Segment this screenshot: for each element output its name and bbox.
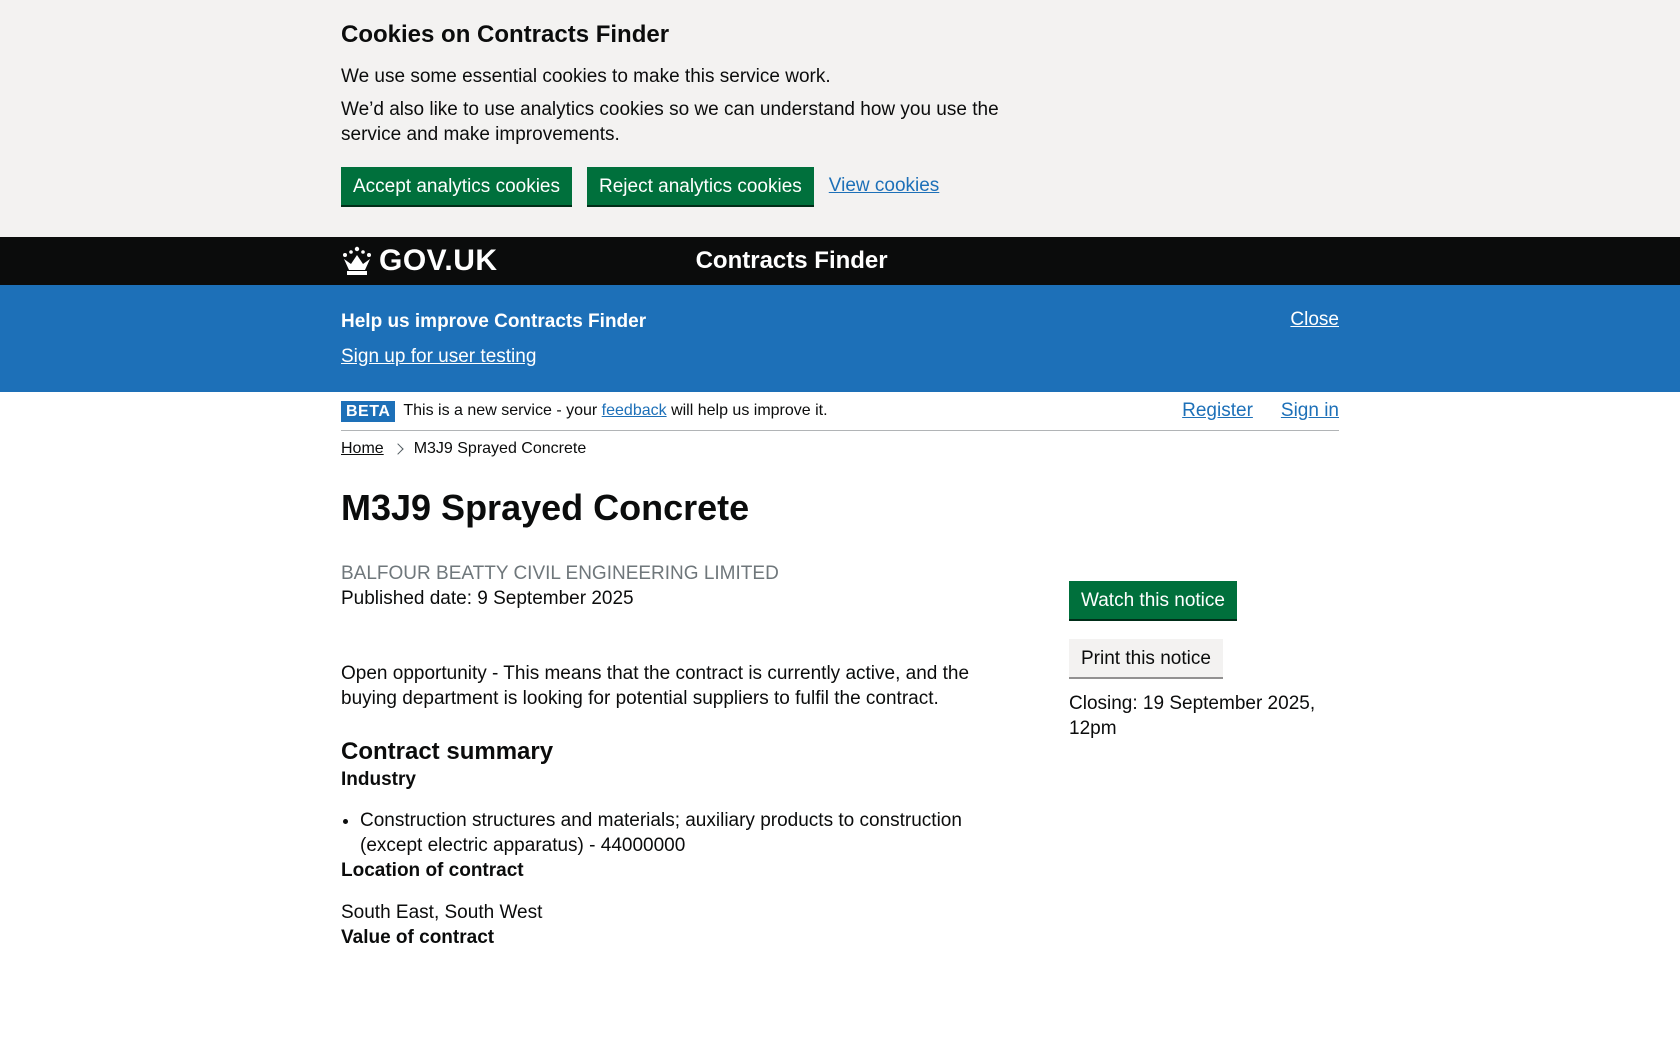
location-heading: Location of contract [341,860,524,881]
closing-date: Closing: 19 September 2025, 12pm [1069,693,1316,739]
help-banner-close-link[interactable]: Close [1290,309,1339,330]
phase-text [403,402,827,420]
notice-status: Open opportunity - This means that the contract is currently active, and the buying department is looking for potential suppliers to fulfil the contract. [341,663,970,709]
page-title: M3J9 Sprayed Concrete [341,487,750,528]
user-testing-link[interactable]: Sign up for user testing [341,346,537,367]
beta-tag: BETA [341,401,395,422]
sign-in-link[interactable]: Sign in [1280,400,1339,421]
cookie-banner [0,0,1680,237]
value-heading: Value of contract [341,927,495,948]
watch-notice-button[interactable]: Watch this notice [1069,581,1237,619]
account-links [1182,400,1339,422]
cookie-actions [341,167,1339,205]
logo-text: GOV.UK [379,244,498,277]
notice-main-content [341,561,1021,950]
industry-item: • Construction structures and materials; auxiliary products to construction (except electric apparatus) - 44000000 [360,808,1021,858]
cookie-banner-line-1: We use some essential cookies to make this service work. [341,66,831,87]
crown-icon [341,246,373,276]
breadcrumb [341,440,1339,458]
print-notice-button[interactable]: Print this notice [1069,639,1223,677]
govuk-logo[interactable] [341,244,498,278]
site-header [0,237,1680,285]
organisation-name: BALFOUR BEATTY CIVIL ENGINEERING LIMITED [341,563,779,584]
published-date: Published date: 9 September 2025 [341,588,634,609]
feedback-link[interactable]: feedback [601,402,667,419]
service-name-link[interactable]: Contracts Finder [695,247,888,274]
view-cookies-link[interactable]: View cookies [828,175,940,196]
notice-sidebar [1069,561,1339,950]
phase-text-after: will help us improve it. [671,402,828,419]
phase-text-before: This is a new service - your [403,402,598,419]
industry-heading: Industry [341,769,416,790]
breadcrumb-current: M3J9 Sprayed Concrete [413,440,587,457]
cookie-banner-title: Cookies on Contracts Finder [341,21,670,48]
help-banner-title: Help us improve Contracts Finder [341,311,647,332]
register-link[interactable]: Register [1182,400,1253,421]
reject-cookies-button[interactable]: Reject analytics cookies [587,167,814,205]
phase-banner [341,392,1339,431]
breadcrumb-home-link[interactable]: Home [341,440,384,457]
contract-summary-heading: Contract summary [341,738,554,765]
location-value: South East, South West [341,902,543,923]
accept-cookies-button[interactable]: Accept analytics cookies [341,167,572,205]
chevron-right-icon [392,443,403,454]
industry-list [341,808,1021,858]
help-banner [0,285,1680,392]
cookie-banner-line-2: We’d also like to use analytics cookies so we can understand how you use the service and make improvements. [341,99,999,145]
